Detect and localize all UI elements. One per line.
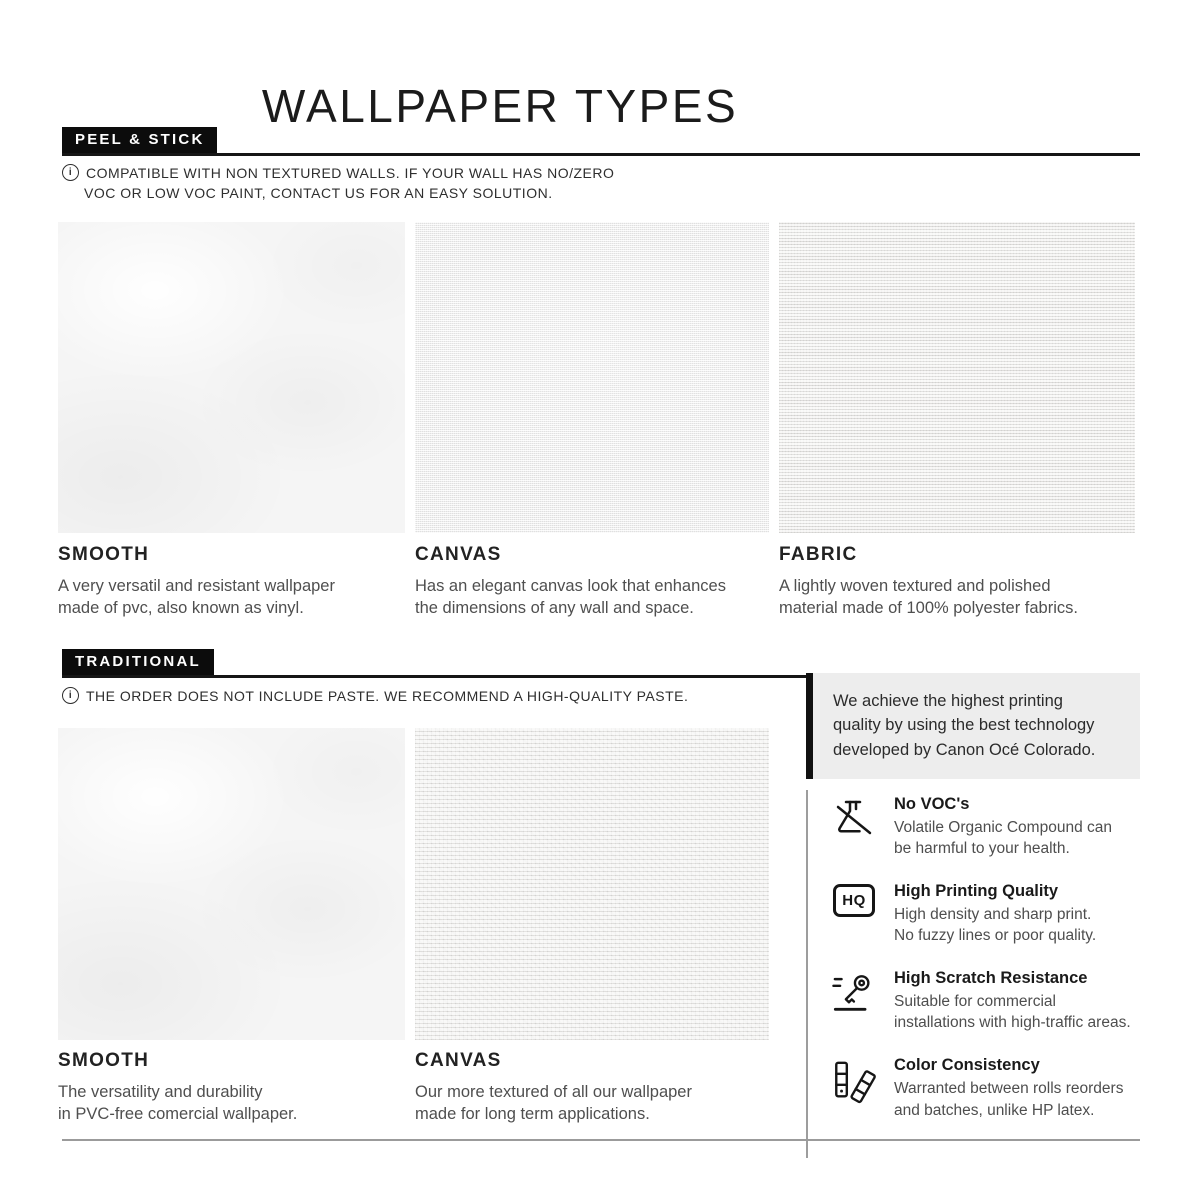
- feature-scratch-resistance: [830, 969, 1146, 1033]
- feature-no-voc: [830, 795, 1146, 859]
- feature-title: Color Consistency: [894, 1056, 1040, 1075]
- swatch-desc-line: made for long term applications.: [415, 1104, 650, 1123]
- feature-title: High Printing Quality: [894, 882, 1059, 901]
- page-title: WALLPAPER TYPES: [261, 79, 739, 132]
- note-peel-stick: [62, 164, 614, 201]
- feature-desc-line: installations with high-traffic areas.: [894, 1014, 1131, 1032]
- section-badge-traditional: TRADITIONAL: [62, 649, 214, 675]
- peel-stick-swatch-row: [58, 222, 1135, 533]
- note-line-1: THE ORDER DOES NOT INCLUDE PASTE. WE RECOMMEND A HIGH-QUALITY PASTE.: [86, 687, 689, 704]
- info-circle-icon: i: [62, 687, 79, 704]
- swatch-desc-line: A lightly woven textured and polished: [779, 577, 1051, 595]
- section-badge-peel-stick: PEEL & STICK: [62, 127, 217, 153]
- section-header-peel-stick: [62, 127, 1140, 156]
- hq-badge-icon: [830, 882, 878, 917]
- feature-desc-line: be harmful to your health.: [894, 840, 1070, 858]
- traditional-swatch-row: [58, 728, 769, 1040]
- peel-stick-label-row: [58, 544, 1135, 620]
- swatch-caption-smooth: [58, 544, 405, 620]
- swatch-desc-line: Has an elegant canvas look that enhances: [415, 577, 726, 595]
- note-line-2: VOC OR LOW VOC PAINT, CONTACT US FOR AN EASY SOLUTION.: [84, 185, 553, 201]
- feature-desc-line: Suitable for commercial: [894, 993, 1056, 1011]
- quote-line: developed by Canon Océ Colorado.: [833, 740, 1096, 759]
- swatch-image-fabric-peel-stick: [779, 222, 1135, 533]
- swatch-image-smooth-peel-stick: [58, 222, 405, 533]
- color-swatches-icon: [830, 1056, 878, 1104]
- feature-desc-line: and batches, unlike HP latex.: [894, 1101, 1095, 1119]
- feature-desc-line: Warranted between rolls reorders: [894, 1080, 1124, 1098]
- swatch-desc-line: material made of 100% polyester fabrics.: [779, 598, 1078, 617]
- feature-high-printing-quality: [830, 882, 1146, 946]
- no-voc-flask-icon: [830, 795, 878, 841]
- swatch-desc-line: The versatility and durability: [58, 1083, 263, 1101]
- swatch-name: SMOOTH: [58, 544, 150, 565]
- swatch-desc-line: Our more textured of all our wallpaper: [415, 1083, 692, 1101]
- swatch-name: CANVAS: [415, 544, 502, 565]
- note-traditional: [62, 687, 688, 704]
- swatch-image-smooth-traditional: [58, 728, 405, 1040]
- swatch-caption-smooth-traditional: [58, 1050, 405, 1126]
- feature-color-consistency: [830, 1056, 1146, 1120]
- note-line-1: COMPATIBLE WITH NON TEXTURED WALLS. IF YOUR WALL HAS NO/ZERO: [86, 164, 615, 181]
- swatch-name: FABRIC: [779, 544, 858, 565]
- swatch-desc-line: in PVC-free comercial wallpaper.: [58, 1104, 298, 1123]
- bottom-divider: [62, 1139, 1140, 1141]
- swatch-caption-canvas-traditional: [415, 1050, 769, 1126]
- swatch-caption-fabric: [779, 544, 1135, 620]
- swatch-image-canvas-traditional: [415, 728, 769, 1040]
- swatch-name: SMOOTH: [58, 1050, 150, 1071]
- feature-title: High Scratch Resistance: [894, 969, 1088, 988]
- printing-quality-callout: [806, 673, 1140, 779]
- feature-desc-line: No fuzzy lines or poor quality.: [894, 927, 1097, 945]
- quote-line: quality by using the best technology: [833, 716, 1095, 735]
- swatch-name: CANVAS: [415, 1050, 502, 1071]
- swatch-desc-line: made of pvc, also known as vinyl.: [58, 598, 304, 617]
- feature-list: [806, 790, 1146, 1158]
- hq-badge-label: HQ: [833, 884, 875, 917]
- swatch-desc-line: the dimensions of any wall and space.: [415, 598, 694, 617]
- swatch-desc-line: A very versatil and resistant wallpaper: [58, 577, 335, 595]
- feature-title: No VOC's: [894, 795, 970, 813]
- feature-desc-line: High density and sharp print.: [894, 906, 1092, 924]
- scratch-key-icon: [830, 969, 878, 1015]
- swatch-caption-canvas: [415, 544, 769, 620]
- feature-desc-line: Volatile Organic Compound can: [894, 819, 1112, 836]
- quote-line: We achieve the highest printing: [833, 692, 1063, 710]
- info-circle-icon: i: [62, 164, 79, 181]
- swatch-image-canvas-peel-stick: [415, 222, 769, 533]
- traditional-label-row: [58, 1050, 769, 1126]
